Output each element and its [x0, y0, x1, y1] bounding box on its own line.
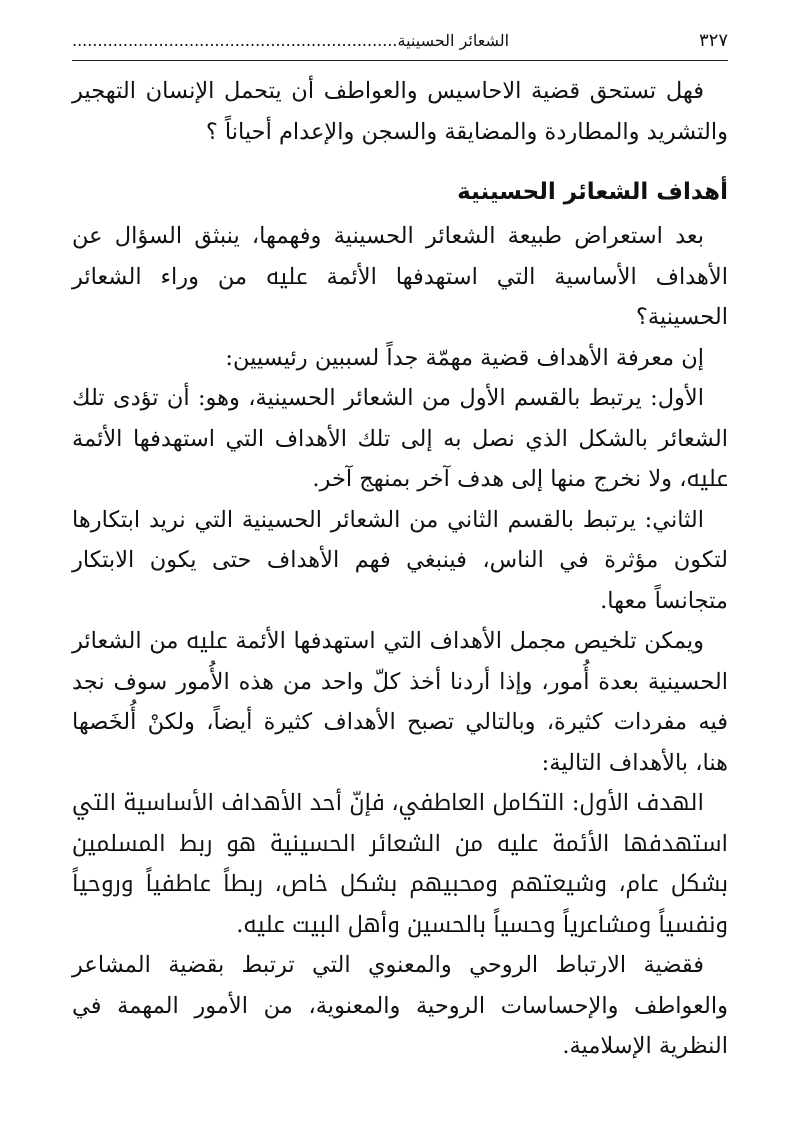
paragraph: فهل تستحق قضية الاحاسيس والعواطف أن يتحمل الإنسان التهجير والتشريد والمطاردة والمضايقة والسجن والإعدام أحياناً ؟: [72, 78, 728, 145]
paragraph: فقضية الارتباط الروحي والمعنوي التي ترتبط بقضية المشاعر والعواطف والإحساسات الروحية والمعنوية، من الأمور المهمة في النظرية الإسلامية.: [72, 952, 728, 1059]
page: [72, 30, 728, 1067]
page-number: ٣٢٧: [698, 30, 728, 51]
running-title: [72, 31, 509, 50]
paragraph: الهدف الأول: التكامل العاطفي، فإنّ أحد الأهداف الأساسية التي استهدفها الأئمة ﷷ من الشعائر الحسينية هو ربط المسلمين بشكل عام، وشيعتهم ومحبيهم بشكل خاص، ربطاً عاطفياً وروحياً ونفسياً ومشاعرياً وحسياً بالحسين وأهل البيت ﷷ.: [72, 790, 728, 938]
book-title: الشعائر الحسينية: [397, 31, 510, 50]
paragraph: الأول: يرتبط بالقسم الأول من الشعائر الحسينية، وهو: أن تؤدى تلك الشعائر بالشكل الذي نصل به إلى تلك الأهداف التي استهدفها الأئمة ﷷ، ولا نخرج منها إلى هدف آخر بمنهج آخر.: [72, 385, 728, 492]
paragraph: إن معرفة الأهداف قضية مهمّة جداً لسببين رئيسيين:: [225, 344, 704, 371]
paragraph: بعد استعراض طبيعة الشعائر الحسينية وفهمها، ينبثق السؤال عن الأهداف الأساسية التي استهدفها الأئمة ﷷ من وراء الشعائر الحسينية؟: [72, 223, 728, 330]
section-title: أهداف الشعائر الحسينية: [457, 179, 728, 205]
main-text: [72, 71, 728, 1067]
running-header: [72, 30, 728, 61]
paragraph: الثاني: يرتبط بالقسم الثاني من الشعائر الحسينية التي نريد ابتكارها لتكون مؤثرة في الناس، فينبغي فهم الأهداف حتى يكون الابتكار متجانساً معها.: [72, 506, 728, 614]
paragraph: ويمكن تلخيص مجمل الأهداف التي استهدفها الأئمة ﷷ من الشعائر الحسينية بعدة أُمور، وإذا أردنا أخذ كلّ واحد من هذه الأُمور سوف نجد فيه مفردات كثيرة، وبالتالي تصبح الأهداف كثيرة أيضاً، ولكنْ أُلخَصها هنا، بالأهداف التالية:: [72, 628, 728, 776]
leader-dots: ................................................................: [72, 31, 398, 50]
